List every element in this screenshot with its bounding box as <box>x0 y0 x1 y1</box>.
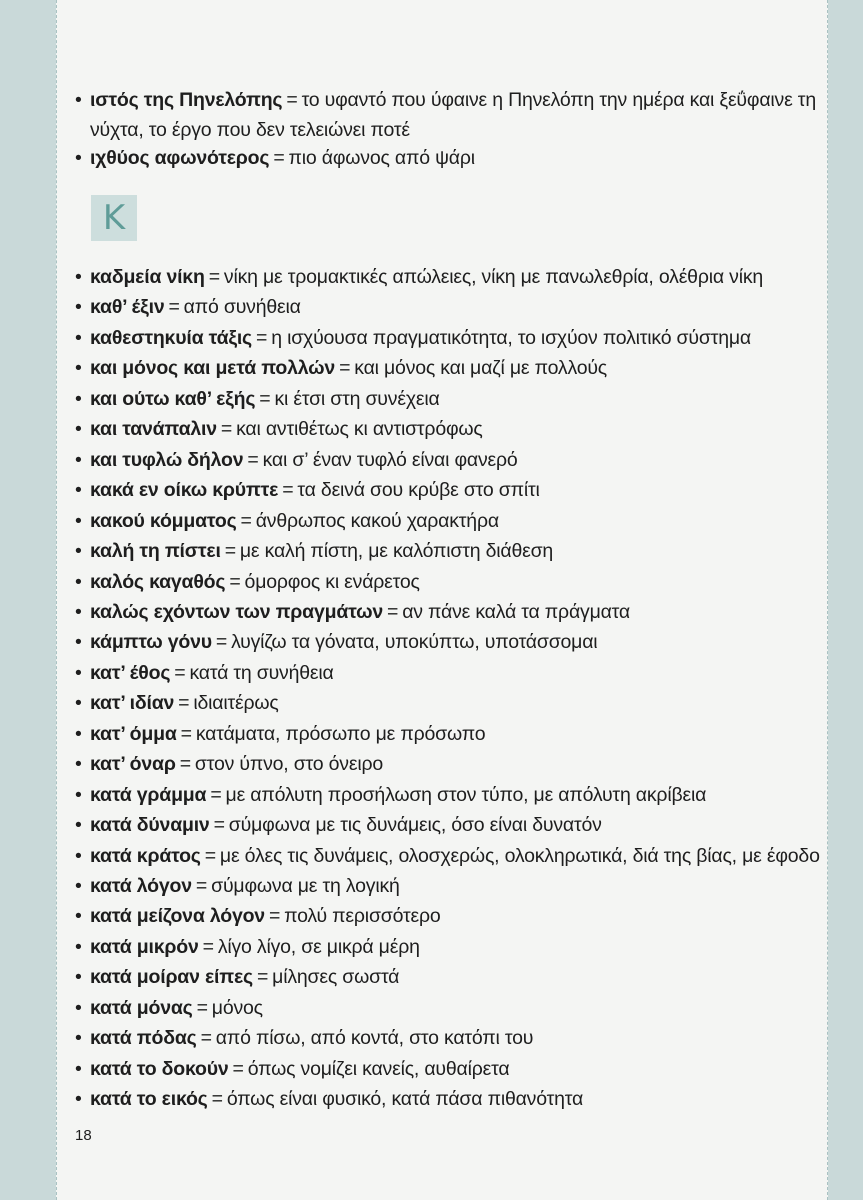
phrase-term: κατ’ έθος <box>90 662 171 684</box>
list-item <box>75 841 820 871</box>
bullet-icon: • <box>75 936 82 958</box>
phrase-term: κακά εν οίκω κρύπτε <box>90 479 279 501</box>
section-letter-box <box>91 195 137 241</box>
phrase-term: καλώς εχόντων των πραγμάτων <box>90 601 383 623</box>
phrase-term: κατά το δοκούν <box>90 1058 229 1080</box>
equals-sign: = <box>286 89 298 111</box>
bullet-icon: • <box>75 662 82 684</box>
phrase-definition: η ισχύουσα πραγματικότητα, το ισχύον πολιτικό σύστημα <box>271 327 751 349</box>
phrase-term: κατ’ όμμα <box>90 723 177 745</box>
phrase-definition: τα δεινά σου κρύβε στο σπίτι <box>297 479 540 501</box>
phrase-definition: από συνήθεια <box>183 296 301 318</box>
equals-sign: = <box>168 296 180 318</box>
phrase-term: ιχθύος αφωνότερος <box>90 147 270 169</box>
phrase-term: ιστός της Πηνελόπης <box>90 89 283 111</box>
bullet-icon: • <box>75 905 82 927</box>
equals-sign: = <box>339 357 351 379</box>
phrase-definition: με απόλυτη προσήλωση στον τύπο, με απόλυτη ακρίβεια <box>225 784 707 806</box>
equals-sign: = <box>180 723 192 745</box>
equals-sign: = <box>211 1088 223 1110</box>
list-item <box>75 901 820 931</box>
phrase-term: κατά πόδας <box>90 1027 197 1049</box>
phrase-term: καθ’ έξιν <box>90 296 165 318</box>
bullet-icon: • <box>75 327 82 349</box>
list-item <box>75 353 820 383</box>
list-item <box>75 719 820 749</box>
equals-sign: = <box>256 327 268 349</box>
bullet-icon: • <box>75 601 82 623</box>
phrase-definition: όπως είναι φυσικό, κατά πάσα πιθανότητα <box>226 1088 584 1110</box>
list-item <box>75 597 820 627</box>
equals-sign: = <box>195 875 208 897</box>
equals-sign: = <box>178 692 190 714</box>
bullet-icon: • <box>75 449 82 471</box>
phrase-term: κάμπτω γόνυ <box>90 631 212 653</box>
phrase-term: κατά μόνας <box>90 997 193 1019</box>
equals-sign: = <box>259 388 271 410</box>
phrase-definition: άνθρωπος κακού χαρακτήρα <box>255 510 499 532</box>
list-item <box>75 962 820 992</box>
list-item <box>75 506 820 536</box>
phrase-definition: αν πάνε καλά τα πράγματα <box>402 601 630 623</box>
list-item <box>75 323 820 353</box>
bullet-icon: • <box>75 692 82 714</box>
equals-sign: = <box>229 571 241 593</box>
bullet-icon: • <box>75 753 82 775</box>
bullet-icon: • <box>75 479 82 501</box>
bullet-icon: • <box>75 266 82 288</box>
bullet-icon: • <box>75 1058 82 1080</box>
equals-sign: = <box>268 905 281 927</box>
bullet-icon: • <box>75 357 82 379</box>
bullet-icon: • <box>75 631 82 653</box>
bullet-icon: • <box>75 997 82 1019</box>
equals-sign: = <box>204 845 216 867</box>
phrase-term: κατ’ όναρ <box>90 753 176 775</box>
bullet-icon: • <box>75 966 82 988</box>
phrase-definition: το υφαντό που ύφαινε η Πηνελόπη την ημέρα και ξεΰφαινε τη νύχτα, το έργο που δεν τελειώνει ποτέ <box>90 89 816 141</box>
list-item <box>75 567 820 597</box>
phrase-definition: λυγίζω τα γόνατα, υποκύπτω, υποτάσσομαι <box>231 631 598 653</box>
list-item <box>75 749 820 779</box>
phrase-term: και μόνος και μετά πολλών <box>90 357 336 379</box>
bullet-icon: • <box>75 1088 82 1110</box>
bullet-icon: • <box>75 845 82 867</box>
bullet-icon: • <box>75 296 82 318</box>
equals-sign: = <box>174 662 186 684</box>
list-item <box>75 932 820 962</box>
bullet-icon: • <box>75 89 82 111</box>
list-item <box>75 658 820 688</box>
phrase-definition: κατάματα, πρόσωπο με πρόσωπο <box>195 723 486 745</box>
phrase-definition: πολύ περισσότερο <box>284 905 441 927</box>
list-item <box>75 262 820 292</box>
phrase-term: κατά λόγον <box>90 875 192 897</box>
phrase-term: κατ’ ιδίαν <box>90 692 175 714</box>
bullet-icon: • <box>75 388 82 410</box>
list-item <box>75 384 820 414</box>
equals-sign: = <box>232 1058 244 1080</box>
list-item <box>75 810 820 840</box>
list-item <box>75 414 820 444</box>
phrase-definition: με όλες τις δυνάμεις, ολοσχερώς, ολοκληρωτικά, διά της βίας, με έφοδο <box>219 845 820 867</box>
equals-sign: = <box>210 784 222 806</box>
list-item <box>75 780 820 810</box>
list-item <box>75 536 820 566</box>
list-item <box>75 993 820 1023</box>
phrase-term: κακού κόμματος <box>90 510 237 532</box>
phrase-term: κατά δύναμιν <box>90 814 210 836</box>
phrase-definition: και αντιθέτως κι αντιστρόφως <box>236 418 483 440</box>
list-item <box>75 871 820 901</box>
phrase-definition: από πίσω, από κοντά, στο κατόπι του <box>215 1027 534 1049</box>
phrase-term: κατά το εικός <box>90 1088 208 1110</box>
bullet-icon: • <box>75 723 82 745</box>
equals-sign: = <box>387 601 399 623</box>
bullet-icon: • <box>75 571 82 593</box>
equals-sign: = <box>179 753 191 775</box>
phrase-term: και ούτω καθ’ εξής <box>90 388 256 410</box>
equals-sign: = <box>215 631 228 653</box>
phrase-term: καλή τη πίστει <box>90 540 221 562</box>
list-item <box>75 627 820 657</box>
page-number: 18 <box>75 1127 92 1144</box>
equals-sign: = <box>220 418 233 440</box>
phrase-term: καθεστηκυία τάξις <box>90 327 252 349</box>
phrase-definition: και σ’ έναν τυφλό είναι φανερό <box>262 449 518 471</box>
phrase-term: και τυφλώ δήλον <box>90 449 244 471</box>
phrase-definition: στον ύπνο, στο όνειρο <box>194 753 383 775</box>
list-item <box>75 1084 820 1114</box>
phrase-definition: όπως νομίζει κανείς, αυθαίρετα <box>247 1058 510 1080</box>
phrase-term: καδμεία νίκη <box>90 266 205 288</box>
phrase-term: κατά γράμμα <box>90 784 207 806</box>
list-item <box>75 292 820 322</box>
equals-sign: = <box>213 814 225 836</box>
phrase-definition: όμορφος κι ενάρετος <box>244 571 420 593</box>
phrase-definition: μίλησες σωστά <box>272 966 400 988</box>
section-letter: K <box>102 198 126 238</box>
equals-sign: = <box>202 936 214 958</box>
list-item <box>75 475 820 505</box>
bullet-icon: • <box>75 1027 82 1049</box>
equals-sign: = <box>247 449 259 471</box>
equals-sign: = <box>273 147 285 169</box>
equals-sign: = <box>282 479 294 501</box>
phrase-term: κατά μοίραν είπες <box>90 966 253 988</box>
bullet-icon: • <box>75 147 82 169</box>
bullet-icon: • <box>75 875 82 897</box>
bullet-icon: • <box>75 540 82 562</box>
equals-sign: = <box>200 1027 212 1049</box>
phrase-term: κατά μικρόν <box>90 936 199 958</box>
equals-sign: = <box>208 266 220 288</box>
bullet-icon: • <box>75 784 82 806</box>
equals-sign: = <box>224 540 236 562</box>
phrase-definition: λίγο λίγο, σε μικρά μέρη <box>217 936 420 958</box>
list-item <box>75 1054 820 1084</box>
phrase-definition: σύμφωνα με τις δυνάμεις, όσο είναι δυνατόν <box>228 814 602 836</box>
phrase-term: και τανάπαλιν <box>90 418 217 440</box>
equals-sign: = <box>256 966 269 988</box>
equals-sign: = <box>196 997 208 1019</box>
document-page <box>56 0 828 1200</box>
phrase-definition: μόνος <box>211 997 263 1019</box>
phrase-definition: ιδιαιτέρως <box>193 692 279 714</box>
phrase-definition: πιο άφωνος από ψάρι <box>288 147 475 169</box>
list-item <box>75 1023 820 1053</box>
equals-sign: = <box>240 510 252 532</box>
phrase-definition: νίκη με τρομακτικές απώλειες, νίκη με πανωλεθρία, ολέθρια νίκη <box>223 266 764 288</box>
bullet-icon: • <box>75 418 82 440</box>
list-item <box>75 445 820 475</box>
phrase-definition: κατά τη συνήθεια <box>189 662 334 684</box>
phrase-definition: σύμφωνα με τη λογική <box>211 875 400 897</box>
phrase-definition: και μόνος και μαζί με πολλούς <box>354 357 608 379</box>
phrase-term: καλός καγαθός <box>90 571 226 593</box>
phrase-term: κατά μείζονα λόγον <box>90 905 265 927</box>
bullet-icon: • <box>75 814 82 836</box>
phrase-term: κατά κράτος <box>90 845 201 867</box>
bullet-icon: • <box>75 510 82 532</box>
phrase-definition: με καλή πίστη, με καλόπιστη διάθεση <box>239 540 554 562</box>
list-item <box>75 143 820 173</box>
list-item <box>75 85 820 145</box>
list-item <box>75 688 820 718</box>
phrase-definition: κι έτσι στη συνέχεια <box>274 388 440 410</box>
